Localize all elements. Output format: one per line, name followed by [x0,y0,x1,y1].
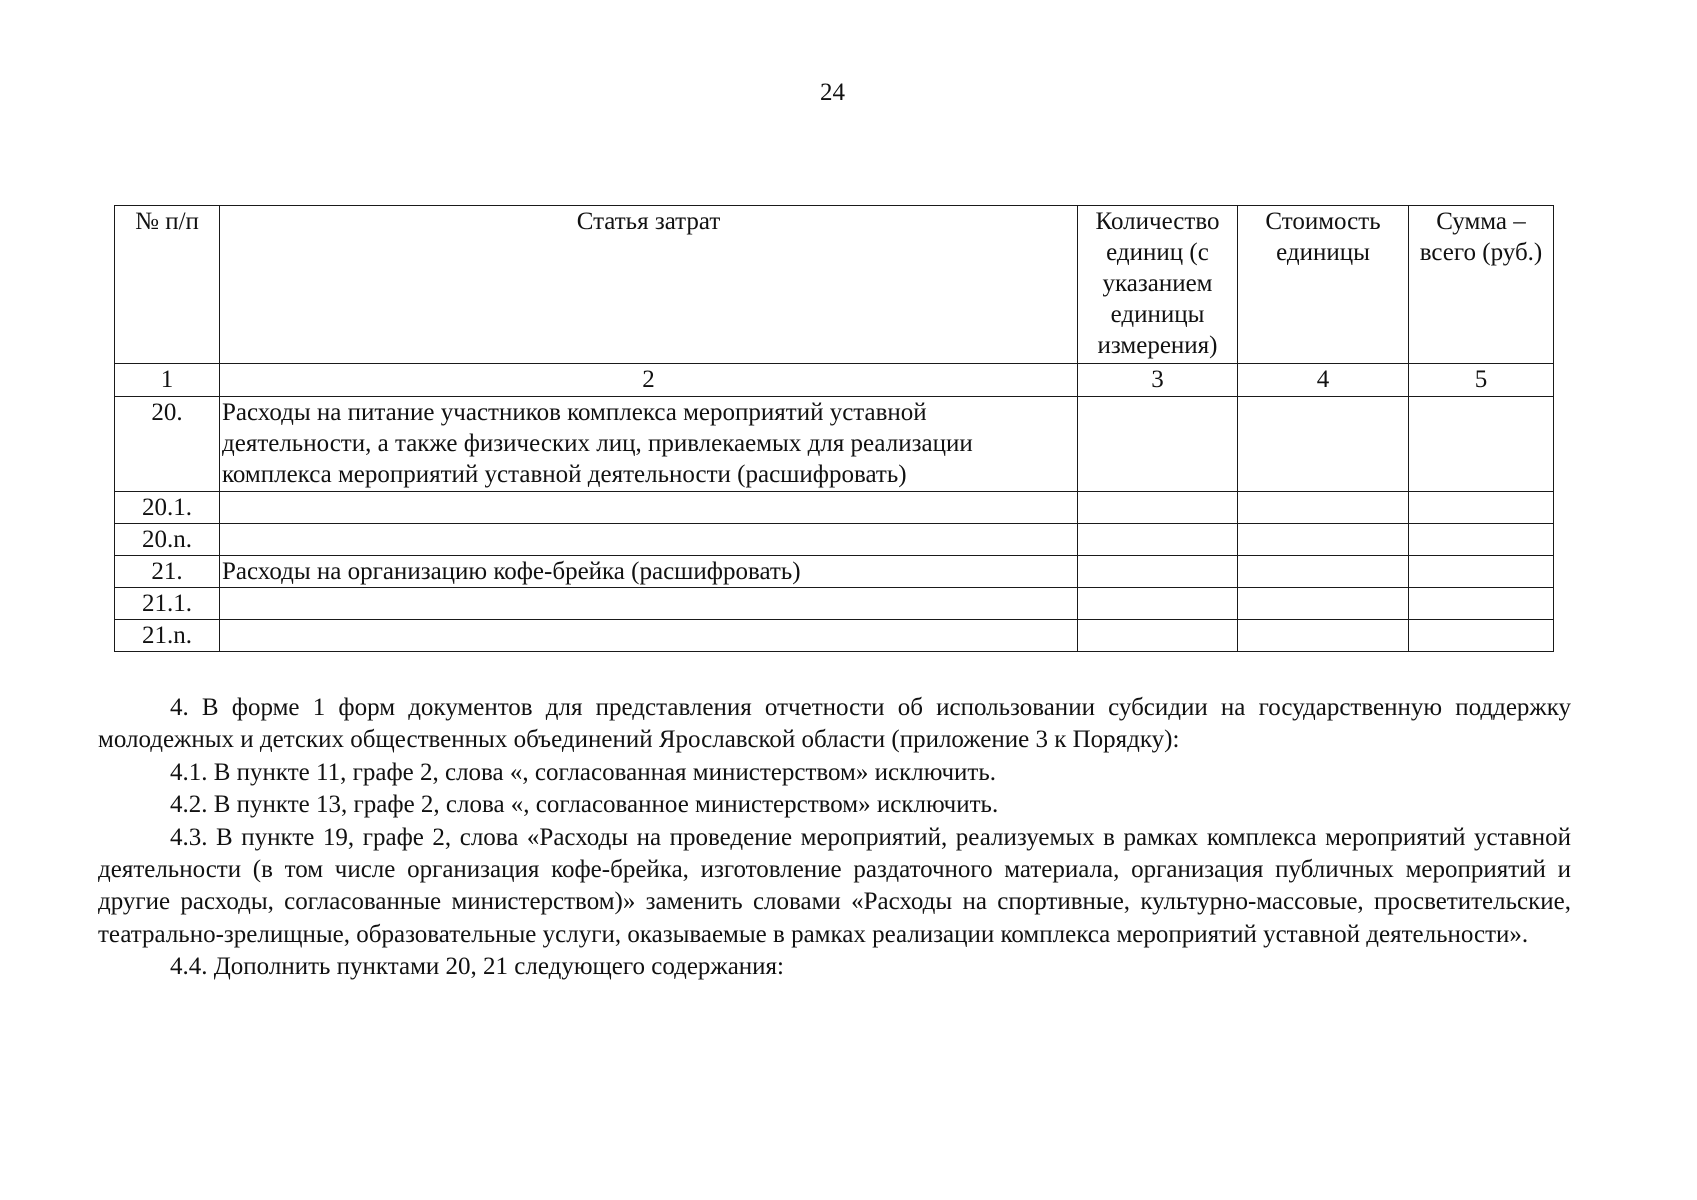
table-row [115,588,1554,620]
table-row [115,524,1554,556]
row-total [1409,492,1554,524]
row-number: 21.n. [115,620,220,652]
paragraph: 4.2. В пункте 13, графе 2, слова «, согласованное министерством» исключить. [170,791,999,819]
row-quantity [1078,397,1238,492]
row-number: 20.n. [115,524,220,556]
row-total [1409,556,1554,588]
table-row [115,397,1554,492]
row-unit-price [1238,556,1409,588]
row-number: 20. [115,397,220,492]
row-cost-item: Расходы на организацию кофе-брейка (расшифровать) [220,556,1078,588]
row-cost-item: Расходы на питание участников комплекса мероприятий уставной деятельности, а также физических лиц, привлекаемых для реализации комплекса мероприятий уставной деятельности (расшифровать) [220,397,1078,492]
table-row [115,492,1554,524]
table-row [115,556,1554,588]
row-number: 21.1. [115,588,220,620]
row-total [1409,620,1554,652]
paragraph: 4.4. Дополнить пунктами 20, 21 следующего содержания: [170,953,784,981]
row-cost-item [220,588,1078,620]
column-number: 4 [1238,364,1409,397]
row-cost-item [220,492,1078,524]
row-unit-price [1238,620,1409,652]
row-unit-price [1238,588,1409,620]
column-number: 2 [220,364,1078,397]
row-total [1409,397,1554,492]
body-text [98,692,1571,984]
column-number: 1 [115,364,220,397]
row-quantity [1078,620,1238,652]
paragraph: 4. В форме 1 форм документов для представления отчетности об использовании субсидии на государственную поддержку молодежных и детских общественных объединений Ярославской области (приложение 3 к Порядку): [98,694,1571,754]
row-total [1409,588,1554,620]
row-number: 20.1. [115,492,220,524]
row-cost-item [220,620,1078,652]
header-quantity: Количество единиц (с указанием единицы измерения) [1078,206,1238,364]
row-unit-price [1238,524,1409,556]
row-number: 21. [115,556,220,588]
column-number: 5 [1409,364,1554,397]
row-quantity [1078,492,1238,524]
paragraph: 4.1. В пункте 11, графе 2, слова «, согласованная министерством» исключить. [170,758,996,786]
header-cost-item: Статья затрат [220,206,1078,364]
header-unit-price: Стоимость единицы [1238,206,1409,364]
table-row [115,620,1554,652]
column-numbers-row [115,364,1554,397]
row-cost-item [220,524,1078,556]
row-total [1409,524,1554,556]
row-quantity [1078,556,1238,588]
header-number: № п/п [115,206,220,364]
row-unit-price [1238,492,1409,524]
paragraph: 4.3. В пункте 19, графе 2, слова «Расходы на проведение мероприятий, реализуемых в рамках комплекса мероприятий уставной деятельности (в том числе организация кофе-брейка, изготовление раздаточного материала, организация публичных мероприятий и другие расходы, согласованные министерством)» заменить словами «Расходы на спортивные, культурно-массовые, просветительские, театрально-зрелищные, образовательные услуги, оказываемые в рамках реализации комплекса мероприятий уставной деятельности». [98,823,1571,948]
page-number: 24 [820,79,845,106]
cost-table [114,205,1554,652]
table-header-row [115,206,1554,364]
column-number: 3 [1078,364,1238,397]
row-quantity [1078,524,1238,556]
row-unit-price [1238,397,1409,492]
row-quantity [1078,588,1238,620]
header-total: Сумма – всего (руб.) [1409,206,1554,364]
